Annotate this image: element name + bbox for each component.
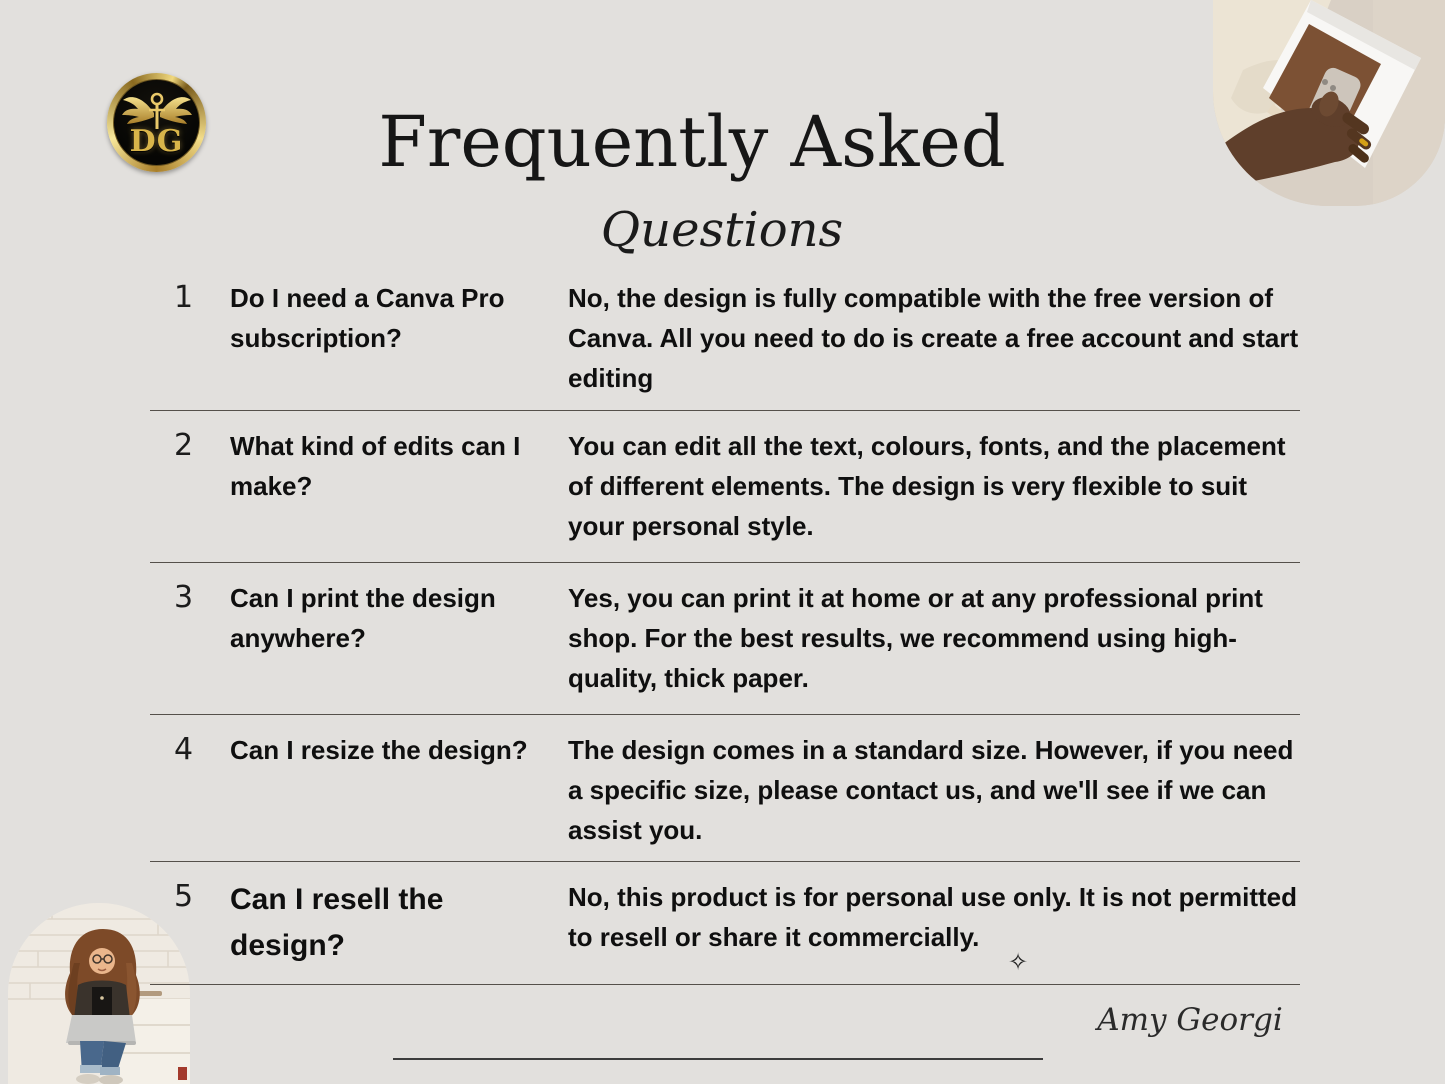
- faq-list: [150, 263, 1300, 985]
- page-title: Frequently Asked: [378, 101, 1006, 183]
- photo-person-holding-laptop: [1213, 0, 1445, 206]
- faq-answer: No, the design is fully compatible with the free version of Canva. All you need to do is create a free account and start editing: [568, 283, 1299, 393]
- faq-question: What kind of edits can I make?: [230, 431, 521, 501]
- page-subtitle: Questions: [600, 202, 844, 258]
- faq-question: Can I resize the design?: [230, 735, 528, 765]
- brand-logo: [107, 73, 206, 172]
- faq-answer: You can edit all the text, colours, fonts, and the placement of different elements. The design is very flexible to suit your personal style.: [568, 431, 1286, 541]
- faq-item-1: [150, 263, 1300, 411]
- faq-answer: Yes, you can print it at home or at any professional print shop. For the best results, we recommend using high-quality, thick paper.: [568, 583, 1263, 693]
- faq-item-5: [150, 862, 1300, 985]
- faq-number: 4: [174, 732, 194, 767]
- faq-answer: The design comes in a standard size. However, if you need a specific size, please contact us, and we'll see if we can assist you.: [568, 735, 1294, 845]
- faq-number: 1: [174, 280, 194, 315]
- faq-number: 2: [174, 428, 194, 463]
- faq-item-2: [150, 411, 1300, 563]
- faq-question: Can I print the design anywhere?: [230, 583, 496, 653]
- footer-divider: [393, 1058, 1043, 1060]
- faq-item-3: [150, 563, 1300, 715]
- faq-question: Do I need a Canva Pro subscription?: [230, 283, 505, 353]
- brand-logo-inner: [113, 79, 200, 166]
- faq-item-4: [150, 715, 1300, 862]
- sparkle-icon: ✧: [1008, 948, 1029, 976]
- signature: Amy Georgi: [1097, 1002, 1283, 1038]
- logo-initials: DG: [129, 123, 184, 159]
- faq-number: 3: [174, 580, 194, 615]
- faq-question: Can I resell the design?: [230, 883, 444, 962]
- faq-answer: No, this product is for personal use only. It is not permitted to resell or share it commercially.: [568, 882, 1298, 952]
- faq-number: 5: [174, 879, 194, 914]
- photo-person-holding-laptop-art: [1213, 0, 1445, 206]
